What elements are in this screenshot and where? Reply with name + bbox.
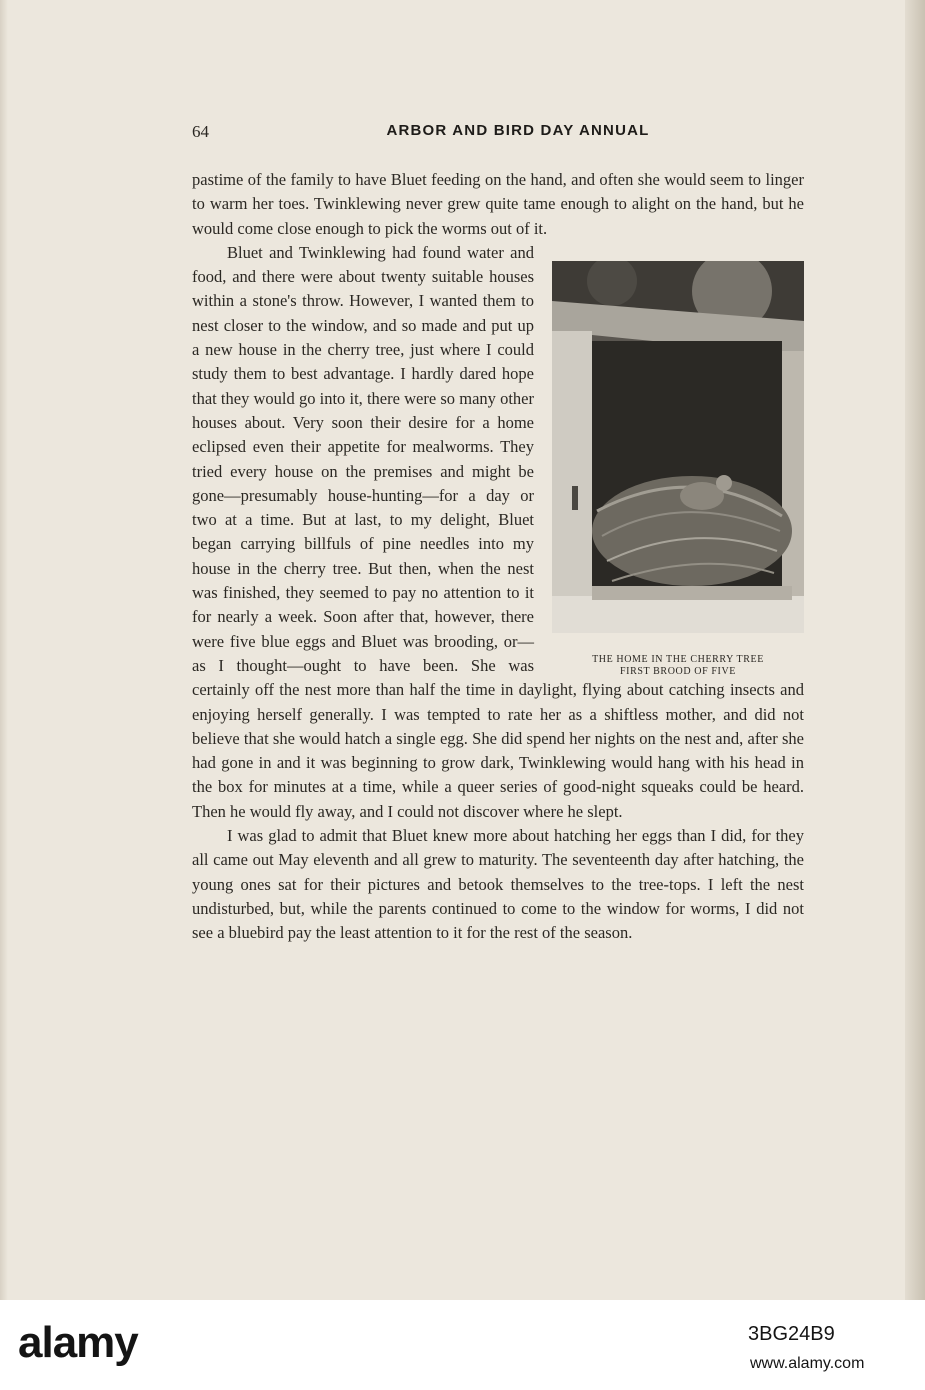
source-url: www.alamy.com bbox=[750, 1355, 865, 1372]
page-number: 64 bbox=[192, 122, 209, 141]
paragraph-2: Bluet and Twinklewing had found water and food, and there were about twenty suitable houses within a stone's throw. However, I wanted them to nest closer to the window, and so made and put up a new house in the cherry tree, just where I could study them to best advantage. I hardly dared hope that they would go into it, there were so many other houses about. Very soon their desire for a home eclipsed even their appetite for mealworms. They tried every house on the premises and might be gone—presumably house-hunting—for a day or two at a time. But at last, to my delight, Bluet began carrying billfuls of pine needles into my house in the cherry tree. But then, when the nest was finished, they seemed to pay no attention to it for nearly a week. Soon after that, however, there were five blue eggs and Bluet was brooding, or—as I thought—ought to have been. She was certainly off the nest more than half the time in daylight, flying about catching insects and enjoying herself generally. I was tempted to rate her as a shiftless mother, and did not believe that she would hatch a single egg. She did spend her nights on the nest and, after she had gone in and it was beginning to grow dark, Twinklewing would hang with his head in the box for minutes at a time, while a queer series of good-night squeaks could be heard. Then he would fly away, and I could not discover where he slept. bbox=[192, 242, 804, 821]
alamy-logo: alamy bbox=[18, 1318, 138, 1367]
page-right-edge bbox=[905, 0, 925, 1300]
image-id: 3BG24B9 bbox=[748, 1323, 835, 1345]
figure bbox=[552, 261, 804, 678]
caption-line-2: FIRST BROOD OF FIVE bbox=[620, 666, 736, 678]
paragraph-1: pastime of the family to have Bluet feeding on the hand, and often she would seem to linger to warm her toes. Twinklewing never grew quite tame enough to alight on the hand, but he would come close enough to pick the worms out of it. bbox=[192, 170, 804, 238]
page-header bbox=[192, 118, 804, 144]
caption-line-1: THE HOME IN THE CHERRY TREE bbox=[592, 654, 764, 666]
nest-box-photo bbox=[552, 261, 804, 633]
figure-caption bbox=[552, 654, 804, 678]
page-left-edge bbox=[0, 0, 8, 1300]
body-text bbox=[192, 168, 804, 946]
paragraph-3: I was glad to admit that Bluet knew more about hatching her eggs than I did, for they all came out May eleventh and all grew to maturity. The seventeenth day after hatching, the young ones sat for their pictures and betook themselves to the tree-tops. I left the nest undisturbed, but, while the parents continued to come to the window for worms, I did not see a bluebird pay the least attention to it for the rest of the season. bbox=[192, 826, 804, 943]
running-head: ARBOR AND BIRD DAY ANNUAL bbox=[386, 122, 650, 139]
